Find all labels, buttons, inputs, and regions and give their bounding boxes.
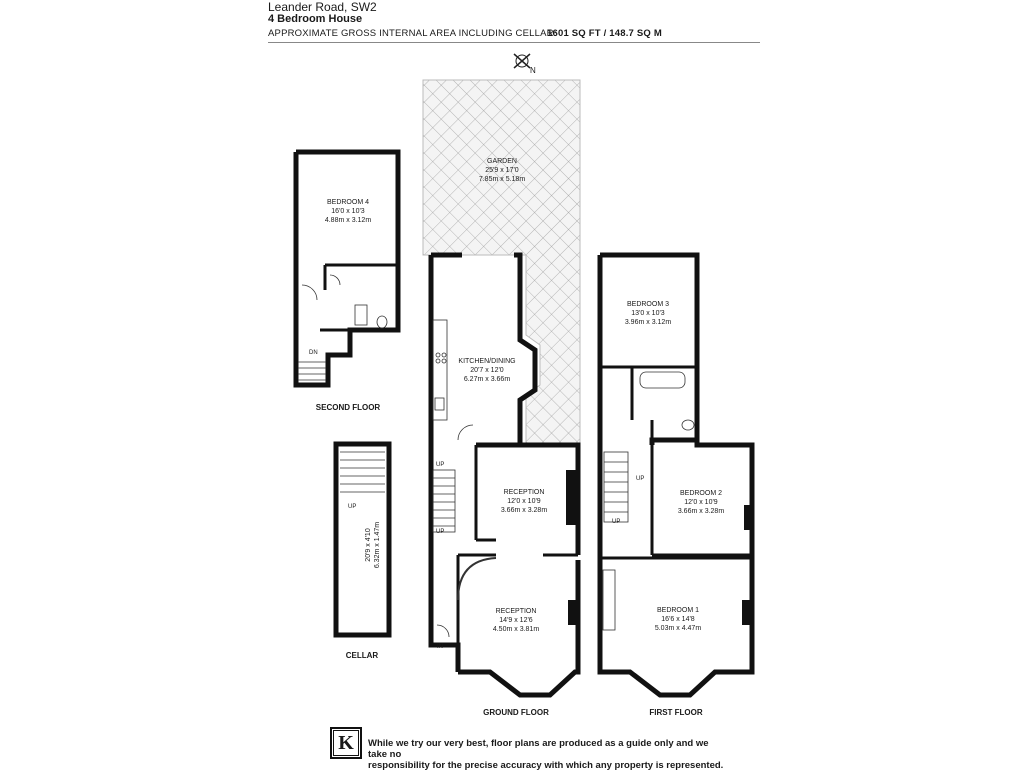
bedroom4-imperial: 16'0 x 10'3 — [331, 208, 365, 215]
garden-metric: 7.85m x 5.18m — [478, 176, 526, 183]
bedroom2-imperial: 12'0 x 10'9 — [684, 499, 718, 506]
cellar-label: CELLAR — [345, 651, 379, 660]
area-value: 1601 SQ FT / 148.7 SQ M — [547, 28, 662, 39]
first-stairs-up-label: UP — [636, 476, 645, 482]
bedroom3-name: BEDROOM 3 — [626, 301, 670, 308]
ground-stairs-up-label-lower: UP — [436, 529, 445, 535]
cellar-stairs-up-label: UP — [348, 504, 357, 510]
bedroom4-name: BEDROOM 4 — [326, 199, 370, 206]
compass-icon — [514, 54, 536, 75]
disclaimer-line-1: While we try our very best, floor plans are produced as a guide only and we take no — [368, 738, 709, 760]
area-label: APPROXIMATE GROSS INTERNAL AREA INCLUDING CELLAR: — [268, 28, 557, 39]
bedroom2-metric: 3.66m x 3.28m — [677, 508, 725, 515]
cellar-metric: 6.32m x 1.47m — [374, 521, 381, 569]
garden-imperial: 25'9 x 17'0 — [485, 167, 519, 174]
disclaimer-line-2: responsibility for the precise accuracy with which any property is represented. — [368, 760, 724, 771]
kitchen-name: KITCHEN/DINING — [458, 358, 516, 365]
reception-front-name: RECEPTION — [495, 608, 537, 615]
reception-rear-metric: 3.66m x 3.28m — [500, 507, 548, 514]
second-stairs-down-label: DN — [309, 350, 318, 356]
cellar-imperial: 20'9 x 4'10 — [365, 528, 372, 562]
garden-name: GARDEN — [487, 158, 517, 165]
first-stairs-up-label-lower: UP — [612, 519, 621, 525]
bedroom3-metric: 3.96m x 3.12m — [624, 319, 672, 326]
first-floor-plan — [600, 255, 752, 695]
disclaimer — [368, 738, 728, 771]
agency-logo — [330, 727, 362, 759]
ground-stairs-up-label: UP — [436, 462, 445, 468]
cellar-plan — [336, 444, 389, 635]
second-floor-label: SECOND FLOOR — [315, 403, 381, 412]
entrance-label: IN — [437, 644, 443, 650]
kitchen-metric: 6.27m x 3.66m — [463, 376, 511, 383]
second-floor-plan — [296, 152, 398, 385]
garden — [423, 80, 580, 445]
compass-north-label: N — [530, 66, 536, 75]
kitchen-imperial: 20'7 x 12'0 — [470, 367, 504, 374]
bedroom3-imperial: 13'0 x 10'3 — [631, 310, 665, 317]
bedroom1-name: BEDROOM 1 — [656, 607, 700, 614]
reception-front-metric: 4.50m x 3.81m — [492, 626, 540, 633]
property-subtitle: 4 Bedroom House — [268, 13, 363, 25]
bedroom1-imperial: 16'6 x 14'8 — [661, 616, 695, 623]
reception-rear-imperial: 12'0 x 10'9 — [507, 498, 541, 505]
bedroom1-metric: 5.03m x 4.47m — [654, 625, 702, 632]
reception-rear-name: RECEPTION — [503, 489, 545, 496]
bedroom4-metric: 4.88m x 3.12m — [324, 217, 372, 224]
first-floor-label: FIRST FLOOR — [649, 708, 703, 717]
property-title: Leander Road, SW2 — [268, 0, 377, 14]
reception-front-imperial: 14'9 x 12'6 — [499, 617, 533, 624]
agency-logo-letter: K — [333, 730, 359, 756]
bedroom2-name: BEDROOM 2 — [679, 490, 723, 497]
ground-floor-label: GROUND FLOOR — [483, 708, 549, 717]
